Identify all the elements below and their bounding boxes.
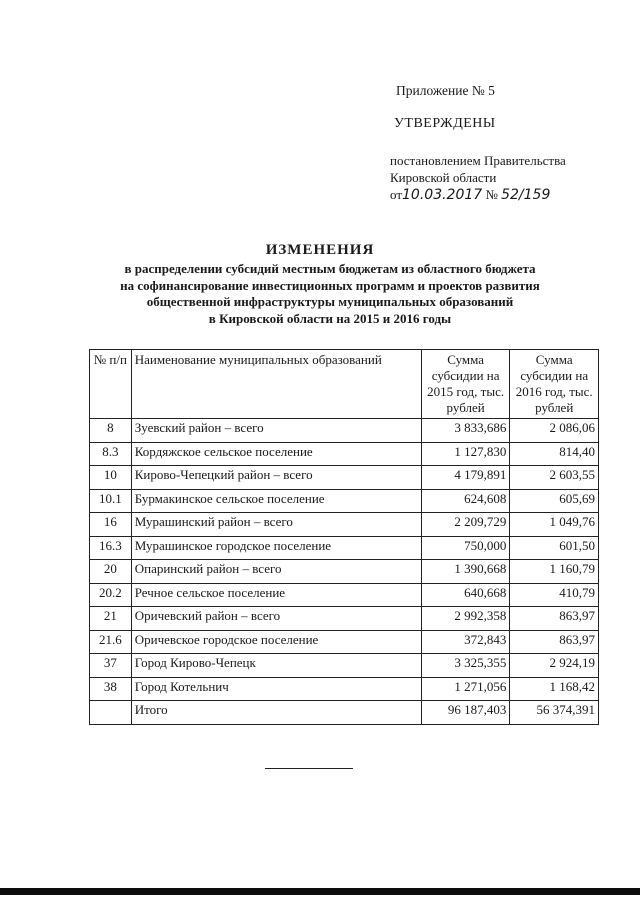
table-row (90, 419, 599, 443)
row-sum-2015: 2 992,358 (421, 607, 510, 631)
row-sum-2015: 624,608 (421, 489, 510, 513)
row-num: 21 (90, 607, 132, 631)
row-name: Речное сельское поселение (131, 583, 421, 607)
total-sum-2015: 96 187,403 (421, 701, 510, 725)
row-num: 21.6 (90, 630, 132, 654)
row-num: 16.3 (90, 536, 132, 560)
row-sum-2016: 1 160,79 (510, 560, 599, 584)
row-name: Мурашинский район – всего (131, 513, 421, 537)
row-num: 8.3 (90, 442, 132, 466)
row-sum-2016: 410,79 (510, 583, 599, 607)
row-sum-2016: 2 086,06 (510, 419, 599, 443)
separator-line (265, 768, 353, 769)
decree-block (390, 152, 630, 204)
row-sum-2016: 2 924,19 (510, 654, 599, 678)
scan-bottom-edge (0, 888, 640, 895)
row-sum-2016: 601,50 (510, 536, 599, 560)
row-sum-2016: 863,97 (510, 630, 599, 654)
row-num: 20.2 (90, 583, 132, 607)
table-row (90, 489, 599, 513)
row-name: Мурашинское городское поселение (131, 536, 421, 560)
table-body (90, 419, 599, 701)
row-name: Кирово-Чепецкий район – всего (131, 466, 421, 490)
header-name: Наименование муниципальных образований (131, 350, 421, 419)
header-sum-2015: Сумма субсидии на 2015 год, тыс. рублей (421, 350, 510, 419)
decree-number: 52/159 (501, 187, 551, 203)
table-row (90, 466, 599, 490)
subtitle-line: в Кировской области на 2015 и 2016 годы (208, 310, 452, 326)
row-sum-2016: 814,40 (510, 442, 599, 466)
row-sum-2015: 2 209,729 (421, 513, 510, 537)
row-num: 8 (90, 419, 132, 443)
row-name: Кордяжское сельское поселение (131, 442, 421, 466)
row-sum-2015: 3 325,355 (421, 654, 510, 678)
row-sum-2015: 1 390,668 (421, 560, 510, 584)
document-subtitle (60, 261, 600, 327)
table-row (90, 677, 599, 701)
row-sum-2015: 640,668 (421, 583, 510, 607)
row-sum-2015: 372,843 (421, 630, 510, 654)
table-row (90, 654, 599, 678)
decree-date: 10.03.2017 (402, 187, 483, 203)
decree-date-prefix: от (390, 187, 403, 202)
row-num: 10.1 (90, 489, 132, 513)
table-header-row (90, 350, 599, 419)
row-name: Оричевский район – всего (131, 607, 421, 631)
document-title: ИЗМЕНЕНИЯ (265, 242, 375, 258)
row-sum-2016: 1 049,76 (510, 513, 599, 537)
subsidies-table (89, 349, 599, 725)
total-sum-2016: 56 374,391 (510, 701, 599, 725)
row-num: 38 (90, 677, 132, 701)
table-total-row (90, 701, 599, 725)
decree-line-2: Кировской области (390, 170, 497, 185)
total-num (90, 701, 132, 725)
row-sum-2016: 605,69 (510, 489, 599, 513)
table-row (90, 630, 599, 654)
approved-label: УТВЕРЖДЕНЫ (394, 116, 496, 131)
row-num: 20 (90, 560, 132, 584)
decree-line-1: постановлением Правительства (390, 153, 566, 168)
row-num: 10 (90, 466, 132, 490)
row-sum-2016: 863,97 (510, 607, 599, 631)
table-row (90, 513, 599, 537)
table-row (90, 560, 599, 584)
row-num: 16 (90, 513, 132, 537)
table-row (90, 583, 599, 607)
total-name: Итого (131, 701, 421, 725)
table-row (90, 607, 599, 631)
header-sum-2016: Сумма субсидии на 2016 год, тыс. рублей (510, 350, 599, 419)
row-name: Бурмакинское сельское поселение (131, 489, 421, 513)
row-name: Оричевское городское поселение (131, 630, 421, 654)
subtitle-line: в распределении субсидий местным бюджетам из областного бюджета (124, 261, 536, 276)
row-name: Опаринский район – всего (131, 560, 421, 584)
decree-line-3 (390, 186, 630, 204)
row-name: Город Котельнич (131, 677, 421, 701)
row-sum-2015: 750,000 (421, 536, 510, 560)
subtitle-line: общественной инфраструктуры муниципальных образований (146, 294, 514, 309)
row-name: Зуевский район – всего (131, 419, 421, 443)
appendix-label: Приложение № 5 (396, 83, 495, 98)
row-sum-2016: 1 168,42 (510, 677, 599, 701)
decree-number-prefix: № (485, 187, 498, 202)
row-sum-2015: 3 833,686 (421, 419, 510, 443)
row-sum-2015: 1 271,056 (421, 677, 510, 701)
header-num: № п/п (90, 350, 132, 419)
subtitle-line: на софинансирование инвестиционных программ и проектов развития (120, 277, 540, 293)
table-row (90, 536, 599, 560)
row-sum-2015: 4 179,891 (421, 466, 510, 490)
table-row (90, 442, 599, 466)
row-sum-2015: 1 127,830 (421, 442, 510, 466)
row-name: Город Кирово-Чепецк (131, 654, 421, 678)
row-num: 37 (90, 654, 132, 678)
row-sum-2016: 2 603,55 (510, 466, 599, 490)
